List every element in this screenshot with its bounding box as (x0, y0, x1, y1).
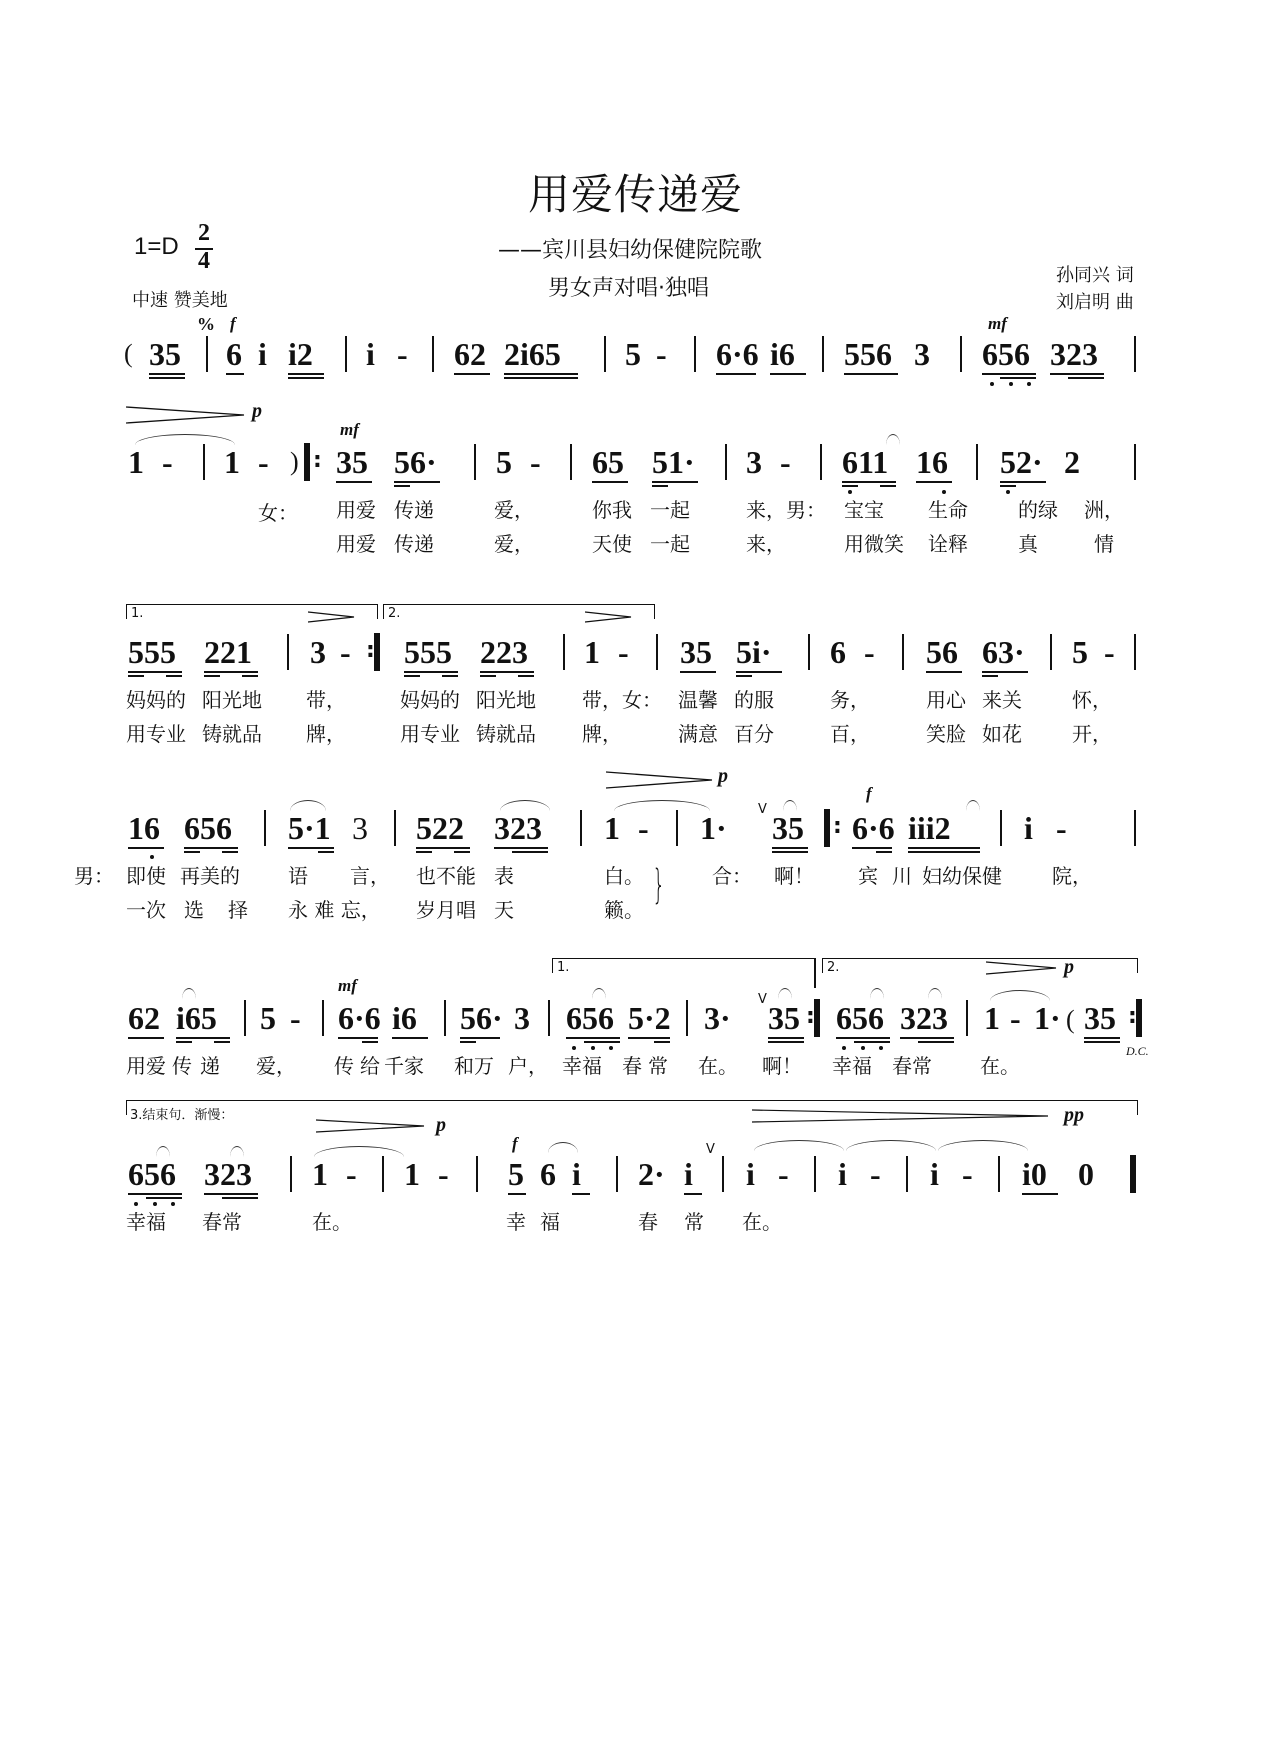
decrescendo-hairpin (606, 770, 716, 790)
barline (570, 444, 572, 480)
lyric-verse1: 即使 (126, 864, 166, 888)
lyric-verse1: 洲， (1084, 498, 1124, 522)
barline (444, 1000, 446, 1036)
lyric-verse1: 带， (306, 688, 346, 712)
repeat-end (1136, 999, 1142, 1037)
note: - (1056, 810, 1067, 846)
barline (902, 634, 904, 670)
barline (976, 444, 978, 480)
barline (580, 810, 582, 846)
barline (656, 634, 658, 670)
note: 5·2 (628, 1000, 671, 1036)
note: 5i· (736, 634, 772, 670)
slur (182, 988, 196, 999)
barline (604, 336, 606, 372)
note: 52· (1000, 444, 1043, 480)
lyric-verse1: 千家 (384, 1054, 424, 1078)
lyric-verse2: 岁月唱 (416, 898, 476, 922)
note: 221 (204, 634, 252, 670)
song-subtitle: ——宾川县妇幼保健院院歌 (498, 238, 763, 263)
song-title: 用爱传递爱 (528, 170, 744, 219)
note: - (962, 1156, 973, 1192)
lyric-verse1: 阳光地 (476, 688, 536, 712)
lyric-verse2: 用微笑 (844, 532, 904, 556)
lyric-verse2: 百分 (734, 722, 774, 746)
final-barline (1130, 1155, 1136, 1193)
lyric-verse1: 啊！ (774, 864, 814, 888)
slur (778, 988, 792, 999)
note: 1· (700, 810, 727, 846)
note: 35 (1084, 1000, 1116, 1036)
note: 3 (514, 1000, 530, 1036)
note: 35 (768, 1000, 800, 1036)
volta-1: 1. (552, 958, 815, 973)
note: 656 (982, 336, 1030, 372)
note: 3· (704, 1000, 731, 1036)
volta-2: 2. (822, 958, 1138, 973)
performance-type: 男女声对唱·独唱 (548, 276, 709, 301)
barline (722, 1156, 724, 1192)
repeat-start (824, 809, 830, 847)
note: - (780, 444, 791, 480)
lyric-verse1: 怀， (1072, 688, 1112, 712)
lyric-verse1: 生命 (928, 498, 968, 522)
dynamic-p: p (718, 765, 728, 787)
note: - (397, 336, 408, 372)
lyric-verse1: 妇幼保健 (922, 864, 1002, 888)
note: 656 (184, 810, 232, 846)
barline (814, 1156, 816, 1192)
lyric-verse1: 在。 (698, 1054, 738, 1078)
lyric-verse1: 给 (360, 1054, 380, 1078)
note: i (746, 1156, 755, 1192)
barline (244, 1000, 246, 1036)
note: 1 (584, 634, 600, 670)
note: 1 (404, 1156, 420, 1192)
note: - (778, 1156, 789, 1192)
lyric-verse2: 如花 (982, 722, 1022, 746)
slur (928, 988, 942, 999)
lyric-verse1: 爱， (494, 498, 534, 522)
slur (870, 988, 884, 999)
note: 56 (926, 634, 958, 670)
slur (966, 800, 980, 811)
lyricist-credit: 孙同兴 词 (1056, 265, 1134, 286)
lyric-verse1: 传 (172, 1054, 192, 1078)
barline (808, 634, 810, 670)
note: iii2 (908, 810, 951, 846)
note: 1 (984, 1000, 1000, 1036)
lyric-verse2: 选 (184, 898, 204, 922)
note: 323 (1050, 336, 1098, 372)
slur (135, 434, 235, 445)
note: 51· (652, 444, 695, 480)
lyric-verse1: 表 (494, 864, 514, 888)
barline (432, 336, 434, 372)
dc-marking: D.C. (1126, 1044, 1149, 1058)
note: 611 (842, 444, 889, 480)
lyric-verse2: 一次 (126, 898, 166, 922)
lyric-verse2: 铸就品 (476, 722, 536, 746)
note: i (572, 1156, 581, 1192)
barline (548, 1000, 550, 1036)
lyric-verse1: 常 (684, 1210, 704, 1234)
volta-1: 1. (126, 604, 378, 619)
lyric-verse2: 真 (1018, 532, 1038, 556)
lyric-verse2: 用专业 (126, 722, 186, 746)
slur (938, 1140, 1028, 1151)
note: i2 (288, 336, 313, 372)
time-signature-top: 2 (198, 220, 210, 246)
key-signature: 1=D (134, 233, 179, 260)
barline (686, 1000, 688, 1036)
lyric-verse1: 幸 (506, 1210, 526, 1234)
barline (1134, 810, 1136, 846)
note: 6·6 (338, 1000, 381, 1036)
lyric-verse2: 满意 (678, 722, 718, 746)
note: 223 (480, 634, 528, 670)
dynamic-p: p (1064, 956, 1074, 978)
barline (287, 634, 289, 670)
lyric-verse1: 合： (712, 864, 752, 888)
lyric-verse1: 春常 (892, 1054, 932, 1078)
note: 63· (982, 634, 1025, 670)
lyric-verse1: 宝宝 (844, 498, 884, 522)
note: 1 (312, 1156, 328, 1192)
note: - (870, 1156, 881, 1192)
time-signature-bottom: 4 (198, 248, 210, 274)
repeat-end (374, 633, 380, 671)
lyric-verse2: 一起 (650, 532, 690, 556)
dynamic-f: f (866, 784, 872, 803)
ending-label: 3.结束句．渐慢： (130, 1108, 234, 1123)
note: - (258, 444, 269, 480)
note: 2 (1064, 444, 1080, 480)
note: 3 (352, 810, 368, 846)
lyric-verse1: 用爱 (126, 1054, 166, 1078)
note: 16 (128, 810, 160, 846)
lyric-verse1: 的服 (734, 688, 774, 712)
dynamic-pp: pp (1064, 1104, 1084, 1126)
lyric-verse2: 来， (746, 532, 786, 556)
barline (966, 1000, 968, 1036)
barline (1134, 444, 1136, 480)
barline (206, 336, 208, 372)
lyric-verse1: 福 (540, 1210, 560, 1234)
note: 656 (566, 1000, 614, 1036)
lyric-verse1: 春常 (202, 1210, 242, 1234)
note: i (838, 1156, 847, 1192)
lyric-verse2: 天 (494, 898, 514, 922)
note: i (1024, 810, 1033, 846)
lyric-verse2: 爱， (494, 532, 534, 556)
barline (474, 444, 476, 480)
barline (563, 634, 565, 670)
lyric-verse2: 传递 (394, 532, 434, 556)
lyric-verse1: 再美的 (180, 864, 240, 888)
lyric-verse1: 妈妈的 (400, 688, 460, 712)
lyric-verse1: 啊！ (762, 1054, 802, 1078)
lyric-verse1: 春 (638, 1210, 658, 1234)
accent-hairpin (308, 610, 358, 624)
dynamic-f: f (512, 1134, 518, 1153)
decrescendo-hairpin (316, 1118, 428, 1134)
dynamic-mf: mf (340, 420, 359, 439)
barline (1134, 634, 1136, 670)
note: - (1104, 634, 1115, 670)
barline (822, 336, 824, 372)
note: 35 (772, 810, 804, 846)
note: 3 (746, 444, 762, 480)
barline (725, 444, 727, 480)
repeat-end (814, 999, 820, 1037)
note: i65 (176, 1000, 217, 1036)
note: 656 (128, 1156, 176, 1192)
lyric-verse2: 百， (830, 722, 870, 746)
note: - (162, 444, 173, 480)
composer-credit: 刘启明 曲 (1056, 292, 1134, 313)
breath-mark: V (758, 992, 767, 1007)
note: 522 (416, 810, 464, 846)
lyric-verse2: 情 (1094, 532, 1114, 556)
lyric-verse1: 用心 (926, 688, 966, 712)
barline (1050, 634, 1052, 670)
lyric-verse2: 铸就品 (202, 722, 262, 746)
dynamic-p: p (252, 400, 262, 422)
note: 65 (592, 444, 624, 480)
lyric-verse2: 用爱 (336, 532, 376, 556)
note: - (1010, 1000, 1021, 1036)
lyric-verse1: 言， (350, 864, 390, 888)
lyric-verse1: 白。 (604, 864, 644, 888)
slur (592, 988, 606, 999)
note: 62 (454, 336, 486, 372)
tempo-marking: 中速 赞美地 (132, 290, 228, 311)
barline (476, 1156, 478, 1192)
lyric-verse2: 籁。 (604, 898, 644, 922)
lyric-verse1: 常 (648, 1054, 668, 1078)
note: 323 (900, 1000, 948, 1036)
dynamic-f: f (230, 314, 236, 333)
barline (264, 810, 266, 846)
lyric-verse1: 幸福 (832, 1054, 872, 1078)
decrescendo-hairpin (986, 960, 1060, 976)
dynamic-mf: mf (338, 976, 357, 995)
note: 6 (830, 634, 846, 670)
note: 656 (836, 1000, 884, 1036)
segno-sign: % (197, 314, 215, 334)
lyric-verse1: 爱， (256, 1054, 296, 1078)
verse-brace: } (652, 862, 666, 908)
note: 5·1 (288, 810, 331, 846)
barline (616, 1156, 618, 1192)
lyric-verse1: 妈妈的 (126, 688, 186, 712)
lyric-verse1: 来，男： (746, 498, 826, 522)
note: 16 (916, 444, 948, 480)
note: 5 (625, 336, 641, 372)
lyric-verse1: 一起 (650, 498, 690, 522)
lyric-verse1: 的绿 (1018, 498, 1058, 522)
lyric-verse2: 牌， (582, 722, 622, 746)
barline (998, 1156, 1000, 1192)
lyric-verse1: 你我 (592, 498, 632, 522)
barline (290, 1156, 292, 1192)
note: ( (1066, 1005, 1075, 1034)
note: ) (290, 447, 299, 476)
lyric-verse2: 择 (228, 898, 248, 922)
barline (694, 336, 696, 372)
lyric-verse1: 阳光地 (202, 688, 262, 712)
barline (345, 336, 347, 372)
note: 6 (226, 336, 242, 372)
lyric-verse1: 语 (288, 864, 308, 888)
note: i (930, 1156, 939, 1192)
breath-mark: V (758, 802, 767, 817)
note: 35 (680, 634, 712, 670)
lyric-verse1: 女： (258, 501, 298, 525)
lyric-verse2: 牌， (306, 722, 346, 746)
note: - (340, 634, 351, 670)
slur (846, 1140, 936, 1151)
note: 56· (394, 444, 437, 480)
lyric-verse1: 在。 (980, 1054, 1020, 1078)
note: 6·6 (716, 336, 759, 372)
lyric-verse1: 院， (1052, 864, 1092, 888)
barline (676, 810, 678, 846)
lyric-verse1: 川 (892, 864, 912, 888)
note: 6·6 (852, 810, 895, 846)
note: i (684, 1156, 693, 1192)
note: 555 (128, 634, 176, 670)
note: - (864, 634, 875, 670)
note: i (258, 336, 267, 372)
note: ( (124, 339, 133, 368)
dynamic-mf: mf (988, 314, 1007, 333)
note: 1 (224, 444, 240, 480)
lyric-verse1: 幸福 (562, 1054, 602, 1078)
note: - (618, 634, 629, 670)
lyric-verse1: 和万 (454, 1054, 494, 1078)
lyric-verse1: 幸福 (126, 1210, 166, 1234)
lyric-verse1: 递 (200, 1054, 220, 1078)
lyric-verse2: 开， (1072, 722, 1112, 746)
lyric-verse1: 带，女： (582, 688, 662, 712)
barline (906, 1156, 908, 1192)
note: i6 (770, 336, 795, 372)
note: 1 (604, 810, 620, 846)
note: 35 (336, 444, 368, 480)
repeat-start (304, 443, 310, 481)
note: 5 (1072, 634, 1088, 670)
note: - (438, 1156, 449, 1192)
barline (1134, 336, 1136, 372)
note: 1 (128, 444, 144, 480)
volta-2: 2. (383, 604, 655, 619)
note: i6 (392, 1000, 417, 1036)
decrescendo-hairpin (126, 405, 246, 425)
lyric-verse1: 传递 (394, 498, 434, 522)
lyric-verse1: 温馨 (678, 688, 718, 712)
lyric-verse2: 诠释 (928, 532, 968, 556)
note: 323 (494, 810, 542, 846)
lyric-verse2: 永 难 忘， (288, 898, 381, 922)
lyric-verse1: 户， (508, 1054, 548, 1078)
note: i0 (1022, 1156, 1047, 1192)
accent-hairpin (585, 610, 635, 624)
lyric-verse1: 在。 (312, 1210, 352, 1234)
barline (960, 336, 962, 372)
lyric-verse2: 用专业 (400, 722, 460, 746)
breath-mark: V (706, 1142, 715, 1157)
barline (820, 444, 822, 480)
note: 323 (204, 1156, 252, 1192)
note: 2i65 (504, 336, 561, 372)
note: 35 (149, 336, 181, 372)
slur (548, 1142, 578, 1153)
barline (1000, 810, 1002, 846)
note: 5 (508, 1156, 524, 1192)
lyric-verse1: 春 (622, 1054, 642, 1078)
note: 62 (128, 1000, 160, 1036)
note: 6 (540, 1156, 556, 1192)
barline (203, 444, 205, 480)
lyric-verse1: 传 (334, 1054, 354, 1078)
barline (322, 1000, 324, 1036)
decrescendo-hairpin (752, 1108, 1052, 1124)
note: - (530, 444, 541, 480)
lyric-verse2: 天使 (592, 532, 632, 556)
lyric-verse1: 来关 (982, 688, 1022, 712)
slur (614, 800, 710, 811)
barline (394, 810, 396, 846)
note: - (638, 810, 649, 846)
dynamic-p: p (436, 1114, 446, 1136)
note: 3 (914, 336, 930, 372)
lyric-verse1: 也不能 (416, 864, 476, 888)
note: i (366, 336, 375, 372)
note: 5 (260, 1000, 276, 1036)
note: 5 (496, 444, 512, 480)
note: 1· (1034, 1000, 1061, 1036)
lyric-verse1: 务， (830, 688, 870, 712)
lyric-verse1: 宾 (858, 864, 878, 888)
note: 556 (844, 336, 892, 372)
note: 56· (460, 1000, 503, 1036)
barline (382, 1156, 384, 1192)
lyric-verse1: 用爱 (336, 498, 376, 522)
lyric-verse1: 在。 (742, 1210, 782, 1234)
note: 3 (310, 634, 326, 670)
note: 0 (1078, 1156, 1094, 1192)
lyric-verse1: 男： (74, 864, 114, 888)
note: 555 (404, 634, 452, 670)
note: - (346, 1156, 357, 1192)
lyric-verse2: 笑脸 (926, 722, 966, 746)
note: - (656, 336, 667, 372)
note: - (290, 1000, 301, 1036)
slur (754, 1140, 844, 1151)
note: 2· (638, 1156, 665, 1192)
